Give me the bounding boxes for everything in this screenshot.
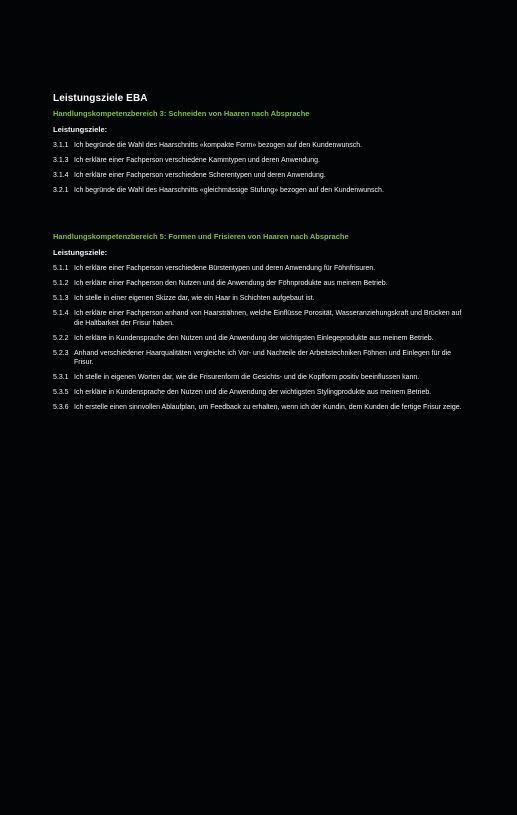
goal-text: Ich erkläre einer Fachperson verschiedene Bürstentypen und deren Anwendung für Föhnfrisuren. (74, 265, 376, 272)
document-page (53, 93, 463, 418)
section-hkb-5 (53, 232, 463, 413)
goal-item (53, 264, 463, 274)
goal-list (53, 141, 463, 196)
goal-item (53, 279, 463, 289)
goal-item (53, 334, 463, 344)
goal-number: 5.3.6 (53, 404, 69, 411)
goal-number: 3.1.4 (53, 172, 69, 179)
section-subheading: Leistungsziele: (53, 125, 108, 134)
goal-item (53, 186, 463, 196)
section-spacer (53, 201, 463, 232)
goal-text: Ich erstelle einen sinnvollen Ablaufplan, um Feedback zu erhalten, wenn ich der Kundin, dem Kunden die fertige Frisur zeige. (74, 404, 462, 411)
goal-text: Ich erkläre in Kundensprache den Nutzen und die Anwendung der wichtigsten Stylingprodukte aus meinem Betrieb. (74, 389, 432, 396)
section-heading: Handlungskompetenzbereich 3: Schneiden von Haaren nach Absprache (53, 109, 310, 118)
section-hkb-3 (53, 109, 463, 196)
goal-number: 5.2.3 (53, 349, 69, 357)
section-subheading: Leistungsziele: (53, 248, 108, 257)
goal-text: Ich stelle in eigenen Worten dar, wie die Frisurenform die Gesichts- und die Kopfform positiv beeinflussen kann. (74, 374, 420, 381)
goal-number: 5.1.1 (53, 265, 69, 272)
goal-number: 3.1.3 (53, 157, 69, 164)
goal-number: 3.2.1 (53, 187, 69, 194)
goal-item (53, 388, 463, 398)
goal-text: Ich erkläre einer Fachperson verschiedene Kammtypen und deren Anwendung. (74, 157, 320, 164)
goal-number: 5.2.2 (53, 334, 69, 342)
goal-text: Ich begründe die Wahl des Haarschnitts «gleichmässige Stufung» bezogen auf den Kundenwunsch. (74, 187, 384, 194)
page-title: Leistungsziele EBA (53, 93, 148, 104)
goal-number: 5.1.4 (53, 310, 69, 317)
goal-item (53, 171, 463, 181)
goal-text: Ich erkläre in Kundensprache den Nutzen und die Anwendung der wichtigsten Einlegeprodukte aus meinem Betrieb. (74, 334, 434, 342)
goal-text: Ich erkläre einer Fachperson anhand von Haarsträhnen, welche Einflüsse Porosität, Wasseranziehungskraft und Brücken auf die Haltbarkeit der Frisur haben. (74, 310, 462, 327)
goal-number: 3.1.1 (53, 142, 69, 149)
goal-text: Ich stelle in einer eigenen Skizze dar, wie ein Haar in Schichten aufgebaut ist. (74, 295, 315, 302)
goal-item (53, 403, 463, 413)
goal-text: Ich erkläre einer Fachperson den Nutzen und die Anwendung der Föhnprodukte aus meinem Betrieb. (74, 280, 388, 287)
goal-item (53, 373, 463, 383)
goal-item (53, 156, 463, 166)
goal-item (53, 141, 463, 151)
goal-text: Ich erkläre einer Fachperson verschiedene Scherentypen und deren Anwendung. (74, 172, 326, 179)
goal-number: 5.1.3 (53, 295, 69, 302)
goal-number: 5.3.1 (53, 374, 69, 381)
goal-number: 5.1.2 (53, 280, 69, 287)
goal-number: 5.3.5 (53, 389, 69, 396)
goal-list (53, 264, 463, 413)
goal-item (53, 309, 463, 328)
section-heading: Handlungskompetenzbereich 5: Formen und Frisieren von Haaren nach Absprache (53, 232, 349, 241)
goal-text: Ich begründe die Wahl des Haarschnitts «kompakte Form» bezogen auf den Kundenwunsch. (74, 142, 363, 149)
goal-text: Anhand verschiedener Haarqualitäten vergleiche ich Vor- und Nachteile der Arbeitstechniken Föhnen und Einlegen für die Frisur. (74, 349, 452, 366)
goal-item (53, 294, 463, 304)
goal-item (53, 349, 463, 368)
